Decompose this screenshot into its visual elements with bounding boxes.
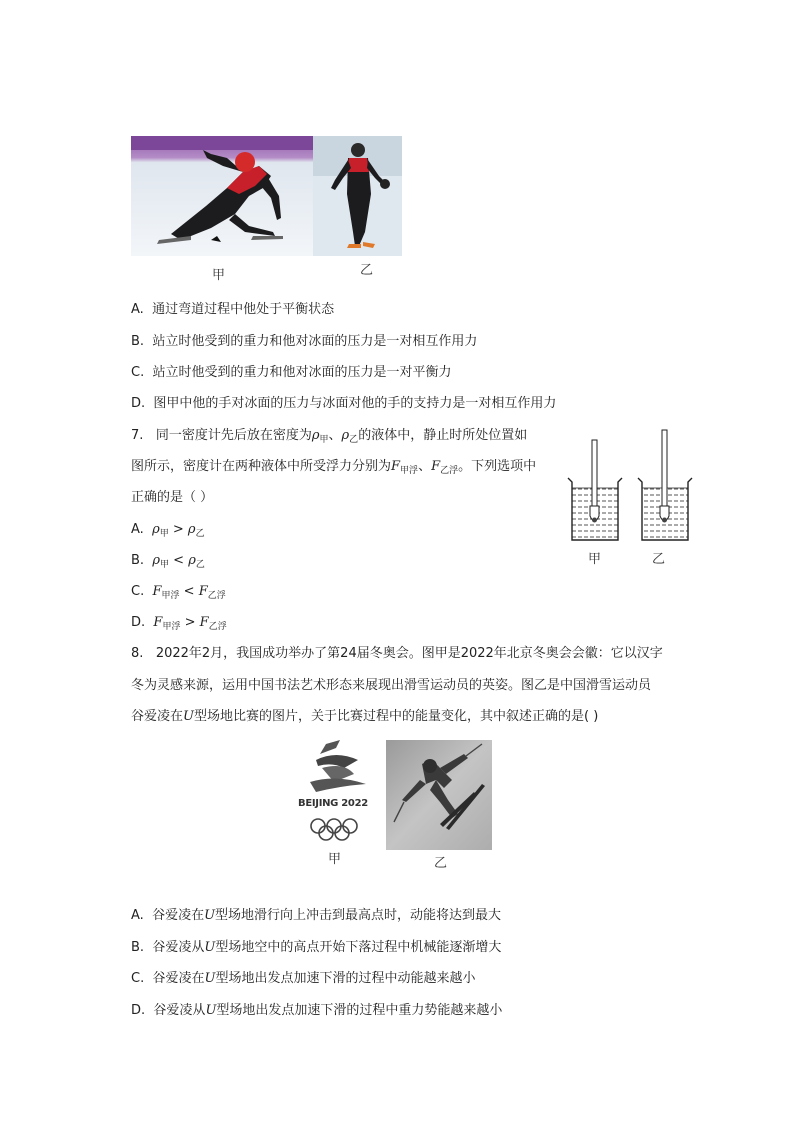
q8-caption-jia: 甲 (328, 852, 342, 867)
q7-option-a: A. $\rho_甲 > \rho_乙$ (131, 522, 205, 539)
q7-option-b: B. $\rho_甲 < \rho_乙$ (131, 553, 205, 570)
q8-stem-line3: 谷爱凌在U型场地比赛的图片，关于比赛过程中的能量变化，其中叙述正确的是( ) (131, 709, 599, 724)
q6-option-b: B. 站立时他受到的重力和他对冰面的压力是一对相互作用力 (131, 334, 478, 349)
q7-option-c: C. $F_{甲浮} < F_{乙浮}$ (131, 584, 226, 601)
q7-caption-yi: 乙 (652, 552, 666, 567)
q8-option-c: C. 谷爱凌在U型场地出发点加速下滑的过程中动能越来越小 (131, 971, 476, 986)
q8-option-a: A. 谷爱凌在U型场地滑行向上冲击到最高点时，动能将达到最大 (131, 908, 502, 923)
hydrometer-figure (566, 426, 696, 546)
q7-option-d: D. $F_{甲浮} > F_{乙浮}$ (131, 615, 227, 632)
q7-stem-line2: 图所示，密度计在两种液体中所受浮力分别为$F_{甲浮}$、$F_{乙浮}$。下列选项中 (131, 459, 537, 476)
q6-option-a: A. 通过弯道过程中他处于平衡状态 (131, 302, 335, 317)
q8-stem-line2: 冬为灵感来源，运用中国书法艺术形态来展现出滑雪运动员的英姿。图乙是中国滑雪运动员 (131, 678, 652, 693)
q6-caption-jia: 甲 (212, 268, 226, 283)
q8-stem-line1: 8. 2022年2月，我国成功举办了第24届冬奥会。图甲是2022年北京冬奥会会徽：它以汉字 (131, 646, 663, 661)
q7-stem-line1: 7. 同一密度计先后放在密度为$\rho_甲$、$\rho_乙$的液体中，静止时所处位置如 (131, 428, 528, 445)
q6-option-d: D. 图甲中他的手对冰面的压力与冰面对他的手的支持力是一对相互作用力 (131, 396, 557, 411)
olympic-emblem (296, 738, 380, 844)
skater-photo-yi (313, 136, 402, 256)
beaker-yi (638, 430, 692, 540)
q8-option-d: D. 谷爱凌从U型场地出发点加速下滑的过程中重力势能越来越小 (131, 1003, 503, 1018)
beaker-jia (568, 440, 622, 540)
q7-stem-line3: 正确的是（ ） (131, 490, 214, 505)
q6-option-c: C. 站立时他受到的重力和他对冰面的压力是一对平衡力 (131, 365, 452, 380)
emblem-text: BEIJING 2022 (298, 798, 368, 809)
skier-photo (386, 740, 492, 850)
q7-caption-jia: 甲 (588, 552, 602, 567)
q6-caption-yi: 乙 (360, 263, 374, 278)
q8-caption-yi: 乙 (434, 856, 448, 871)
q8-option-b: B. 谷爱凌从U型场地空中的高点开始下落过程中机械能逐渐增大 (131, 940, 502, 955)
skater-photo-jia (131, 136, 313, 256)
